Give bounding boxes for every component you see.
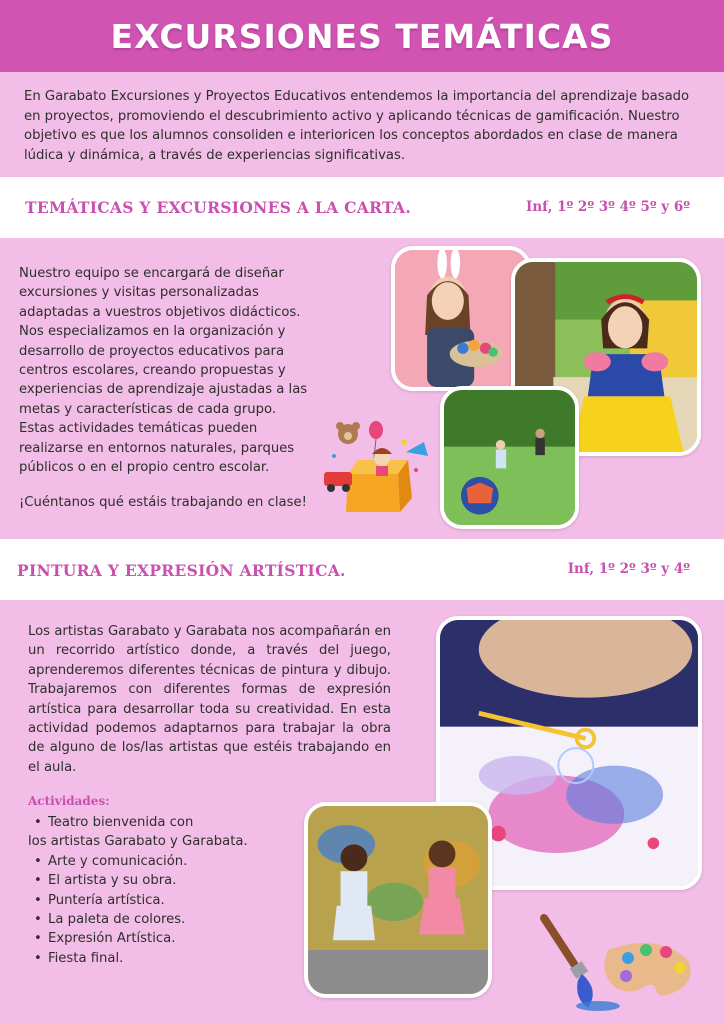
photo-kids-playing-ball: [440, 386, 579, 529]
list-item-continuation: los artistas Garabato y Garabata.: [28, 834, 248, 850]
section-cta: ¡Cuéntanos qué estáis trabajando en clase!: [19, 495, 307, 510]
list-item: • Puntería artística.: [34, 892, 165, 908]
section-body-tematicas: Nuestro equipo se encargará de diseñar excursiones y visitas personalizadas adaptadas a vuestros objetivos didácticos. Nos especializamos en la organización y desarrollo de proyectos educativos para centros escolares, creando propuestas y experiencias de aprendizaje ajustadas a las metas y características de cada grupo. Estas actividades temáticas pueden realizarse en entornos naturales, parques públicos o en el propio centro escolar.: [19, 266, 308, 476]
list-item: • La paleta de colores.: [34, 912, 186, 928]
paintbrush-palette-icon: [538, 912, 698, 1012]
list-item: • Expresión Artística.: [34, 931, 176, 947]
section-body-pintura: Los artistas Garabato y Garabata nos acompañarán en un recorrido artístico donde, a través del juego, aprenderemos diferentes técnicas de pintura y dibujo. Trabajaremos con diferentes formas de expresión artística para desarrollar toda su creatividad. En esta actividad podemos adaptarnos para trabajar la obra de alguno de los/las artistas que estéis trabajando en el aula.: [28, 624, 391, 775]
section-title-pintura: PINTURA Y EXPRESIÓN ARTÍSTICA.: [17, 561, 346, 580]
list-item: • Arte y comunicación.: [34, 853, 188, 869]
activities-title: Actividades:: [28, 794, 110, 808]
list-item: • Fiesta final.: [34, 950, 124, 966]
bullet-icon: •: [34, 815, 42, 830]
photo-kids-painting-wall: [304, 802, 492, 998]
list-item: • Teatro bienvenida con: [28, 813, 248, 832]
photo-girl-easter-eggs: [391, 246, 531, 391]
section-levels-tematicas: Inf, 1º 2º 3º 4º 5º y 6º: [526, 199, 690, 215]
activities-list: [28, 813, 248, 968]
section-band-pintura: [0, 539, 724, 600]
section-title-tematicas: TEMÁTICAS Y EXCURSIONES A LA CARTA.: [25, 198, 412, 217]
page-header: [0, 0, 724, 72]
page-title: EXCURSIONES TEMÁTICAS: [110, 16, 614, 56]
list-item: • El artista y su obra.: [34, 873, 177, 889]
section-band-tematicas: [0, 177, 724, 238]
section-levels-pintura: Inf, 1º 2º 3º y 4º: [567, 561, 690, 577]
intro-paragraph: En Garabato Excursiones y Proyectos Educativos entendemos la importancia del aprendizaje basado en proyectos, promoviendo el descubrimiento activo y aplicando técnicas de gamificación. Nuestro objetivo es que los alumnos consoliden e interioricen los conceptos abordados en clase de manera lúdica y dinámica, a través de experiencias significativas.: [24, 89, 690, 163]
toy-box-icon: [320, 412, 436, 520]
